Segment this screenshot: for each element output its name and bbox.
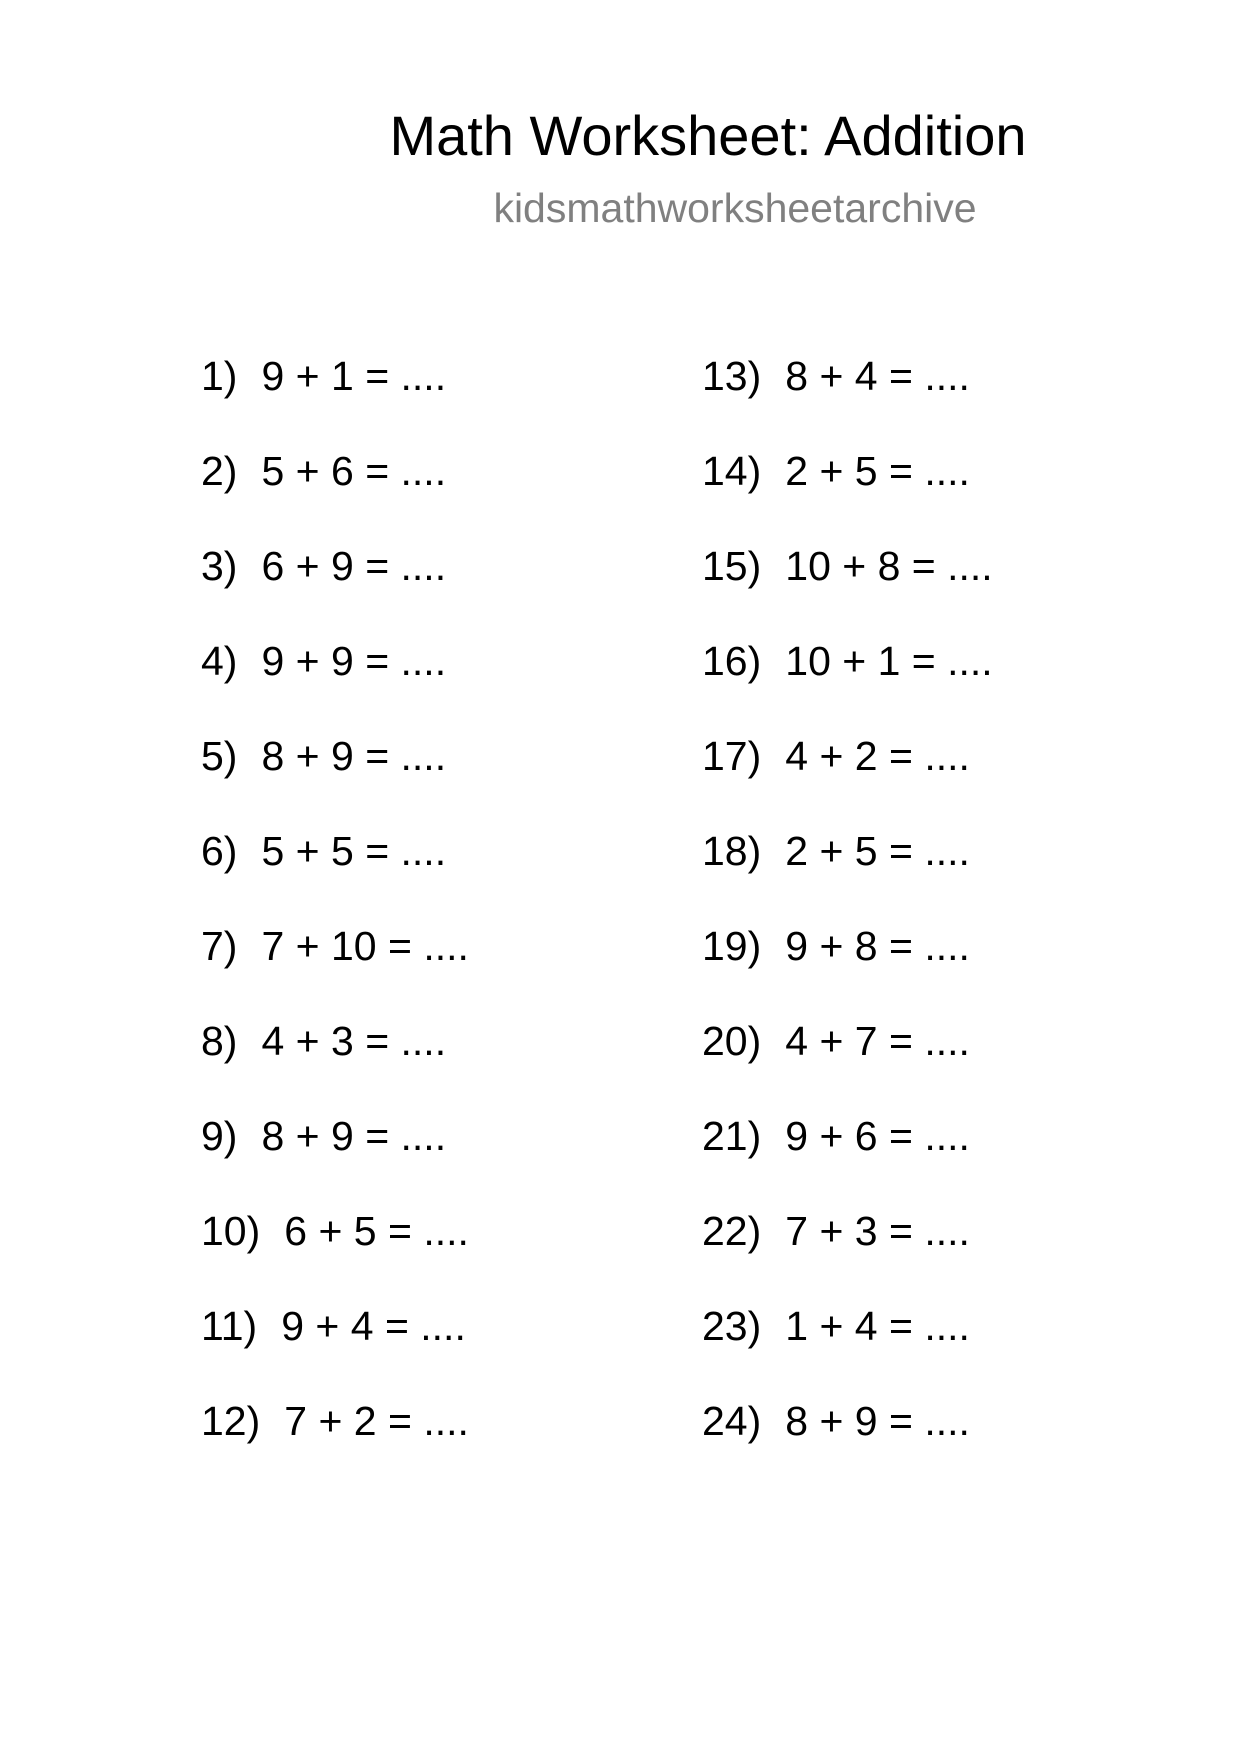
problem-number: 8) — [201, 1018, 238, 1064]
problem-number: 16) — [702, 638, 762, 684]
problem-number: 22) — [702, 1208, 762, 1254]
problem-expression: 9 + 1 = .... — [261, 353, 447, 399]
page-title: Math Worksheet: Addition — [389, 104, 1027, 167]
problem-item — [702, 536, 993, 631]
problem-number: 18) — [702, 828, 762, 874]
problem-number: 3) — [201, 543, 238, 589]
problem-number: 10) — [201, 1208, 261, 1254]
problem-number: 24) — [702, 1398, 762, 1444]
problem-item — [201, 441, 469, 536]
problem-number: 1) — [201, 353, 238, 399]
problem-item — [702, 916, 993, 1011]
problem-item — [201, 631, 469, 726]
problem-item — [201, 346, 469, 441]
problem-expression: 7 + 2 = .... — [284, 1398, 469, 1444]
problem-item — [702, 726, 993, 821]
problem-item — [201, 1201, 469, 1296]
problem-expression: 10 + 1 = .... — [785, 638, 993, 684]
problem-number: 11) — [201, 1303, 258, 1349]
problem-expression: 8 + 4 = .... — [785, 353, 970, 399]
problem-expression: 4 + 2 = .... — [785, 733, 970, 779]
problem-item — [201, 726, 469, 821]
problem-item — [702, 821, 993, 916]
problem-expression: 9 + 9 = .... — [261, 638, 447, 684]
problem-expression: 7 + 3 = .... — [785, 1208, 970, 1254]
problem-expression: 6 + 9 = .... — [261, 543, 447, 589]
problem-expression: 8 + 9 = .... — [785, 1398, 970, 1444]
problem-item — [702, 1201, 993, 1296]
problem-number: 9) — [201, 1113, 238, 1159]
problem-number: 5) — [201, 733, 238, 779]
problem-number: 15) — [702, 543, 762, 589]
problem-number: 7) — [201, 923, 238, 969]
problem-item — [201, 1106, 469, 1201]
problem-item — [201, 1296, 469, 1391]
problem-column-right — [702, 346, 993, 1486]
problem-item — [702, 1011, 993, 1106]
problem-expression: 5 + 6 = .... — [261, 448, 447, 494]
problem-number: 17) — [702, 733, 762, 779]
page-subtitle: kidsmathworksheetarchive — [493, 185, 977, 231]
problem-expression: 10 + 8 = .... — [785, 543, 993, 589]
problem-number: 14) — [702, 448, 762, 494]
problem-number: 21) — [702, 1113, 762, 1159]
problem-item — [702, 1391, 993, 1486]
problem-item — [201, 821, 469, 916]
problem-expression: 9 + 4 = .... — [281, 1303, 466, 1349]
problem-item — [702, 631, 993, 726]
problem-expression: 7 + 10 = .... — [261, 923, 469, 969]
problem-item — [201, 536, 469, 631]
problem-expression: 2 + 5 = .... — [785, 828, 970, 874]
problem-number: 19) — [702, 923, 762, 969]
problem-item — [201, 1391, 469, 1486]
problem-item — [702, 1106, 993, 1201]
problem-expression: 1 + 4 = .... — [785, 1303, 970, 1349]
problem-expression: 5 + 5 = .... — [261, 828, 447, 874]
problem-item — [702, 1296, 993, 1391]
problem-expression: 4 + 3 = .... — [261, 1018, 447, 1064]
problem-number: 6) — [201, 828, 238, 874]
problem-expression: 8 + 9 = .... — [261, 733, 447, 779]
problem-number: 20) — [702, 1018, 762, 1064]
problem-item — [702, 346, 993, 441]
problem-expression: 6 + 5 = .... — [284, 1208, 469, 1254]
problem-column-left — [201, 346, 469, 1486]
problem-expression: 2 + 5 = .... — [785, 448, 970, 494]
problem-expression: 9 + 8 = .... — [785, 923, 970, 969]
problem-number: 23) — [702, 1303, 762, 1349]
problem-number: 13) — [702, 353, 762, 399]
problem-expression: 4 + 7 = .... — [785, 1018, 970, 1064]
problem-number: 4) — [201, 638, 238, 684]
problem-number: 12) — [201, 1398, 261, 1444]
problem-item — [201, 916, 469, 1011]
problem-number: 2) — [201, 448, 238, 494]
problem-expression: 9 + 6 = .... — [785, 1113, 970, 1159]
problem-item — [201, 1011, 469, 1106]
problem-expression: 8 + 9 = .... — [261, 1113, 447, 1159]
problem-item — [702, 441, 993, 536]
